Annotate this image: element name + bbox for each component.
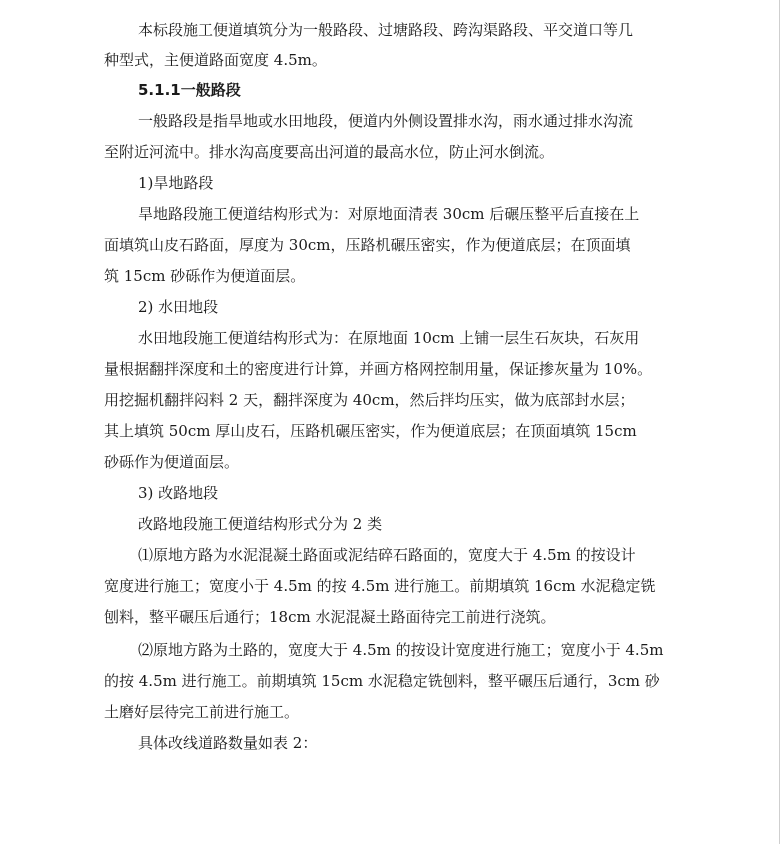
paragraph-dry-line-2: 面填筑山皮石路面，厚度为 30cm，压路机碾压密实，作为便道底层；在顶面填: [104, 236, 631, 254]
subheading-dry-land: 1)旱地路段: [138, 174, 214, 192]
paragraph-table-reference: 具体改线道路数量如表 2：: [138, 734, 318, 752]
paragraph-diversion-2-line-2: 的按 4.5m 进行施工。前期填筑 15cm 水泥稳定铣刨料，整平碾压后通行，3cm 砂: [104, 672, 660, 690]
paragraph-paddy-line-3: 用挖掘机翻拌闷料 2 天，翻拌深度为 40cm，然后拌均压实，做为底部封水层；: [104, 391, 635, 409]
paragraph-paddy-line-2: 量根据翻拌深度和土的密度进行计算，并画方格网控制用量，保证掺灰量为 10%。: [104, 360, 653, 378]
paragraph-general-line-1: 一般路段是指旱地或水田地段，便道内外侧设置排水沟，雨水通过排水沟流: [138, 112, 634, 130]
paragraph-intro-line-1: 本标段施工便道填筑分为一般路段、过塘路段、跨沟渠路段、平交道口等几: [138, 21, 634, 39]
paragraph-diversion-1-line-1: ⑴原地方路为水泥混凝土路面或泥结碎石路面的，宽度大于 4.5m 的按设计: [138, 546, 636, 564]
paragraph-paddy-line-4: 其上填筑 50cm 厚山皮石，压路机碾压密实，作为便道底层；在顶面填筑 15cm: [104, 422, 637, 440]
paragraph-paddy-line-5: 砂砾作为便道面层。: [104, 453, 240, 471]
paragraph-diversion-1-line-2: 宽度进行施工；宽度小于 4.5m 的按 4.5m 进行施工。前期填筑 16cm 水泥稳定铣: [104, 577, 656, 595]
paragraph-dry-line-1: 旱地路段施工便道结构形式为：对原地面清表 30cm 后碾压整平后直接在上: [138, 205, 640, 223]
subheading-paddy-field: 2) 水田地段: [138, 298, 219, 316]
section-heading-5-1-1: 5.1.1一般路段: [138, 81, 241, 99]
paragraph-diversion-2-line-1: ⑵原地方路为土路的，宽度大于 4.5m 的按设计宽度进行施工；宽度小于 4.5m: [138, 641, 664, 659]
paragraph-diversion-1-line-3: 刨料，整平碾压后通行；18cm 水泥混凝土路面待完工前进行浇筑。: [104, 608, 556, 626]
paragraph-general-line-2: 至附近河流中。排水沟高度要高出河道的最高水位，防止河水倒流。: [104, 143, 555, 161]
subheading-road-diversion: 3) 改路地段: [138, 484, 219, 502]
paragraph-diversion-intro: 改路地段施工便道结构形式分为 2 类: [138, 515, 383, 533]
paragraph-intro-line-2: 种型式，主便道路面宽度 4.5m。: [104, 51, 327, 69]
paragraph-dry-line-3: 筑 15cm 砂砾作为便道面层。: [104, 267, 306, 285]
page-right-border: [779, 0, 780, 844]
paragraph-diversion-2-line-3: 土磨好层待完工前进行施工。: [104, 703, 300, 721]
paragraph-paddy-line-1: 水田地段施工便道结构形式为：在原地面 10cm 上铺一层生石灰块，石灰用: [138, 329, 640, 347]
